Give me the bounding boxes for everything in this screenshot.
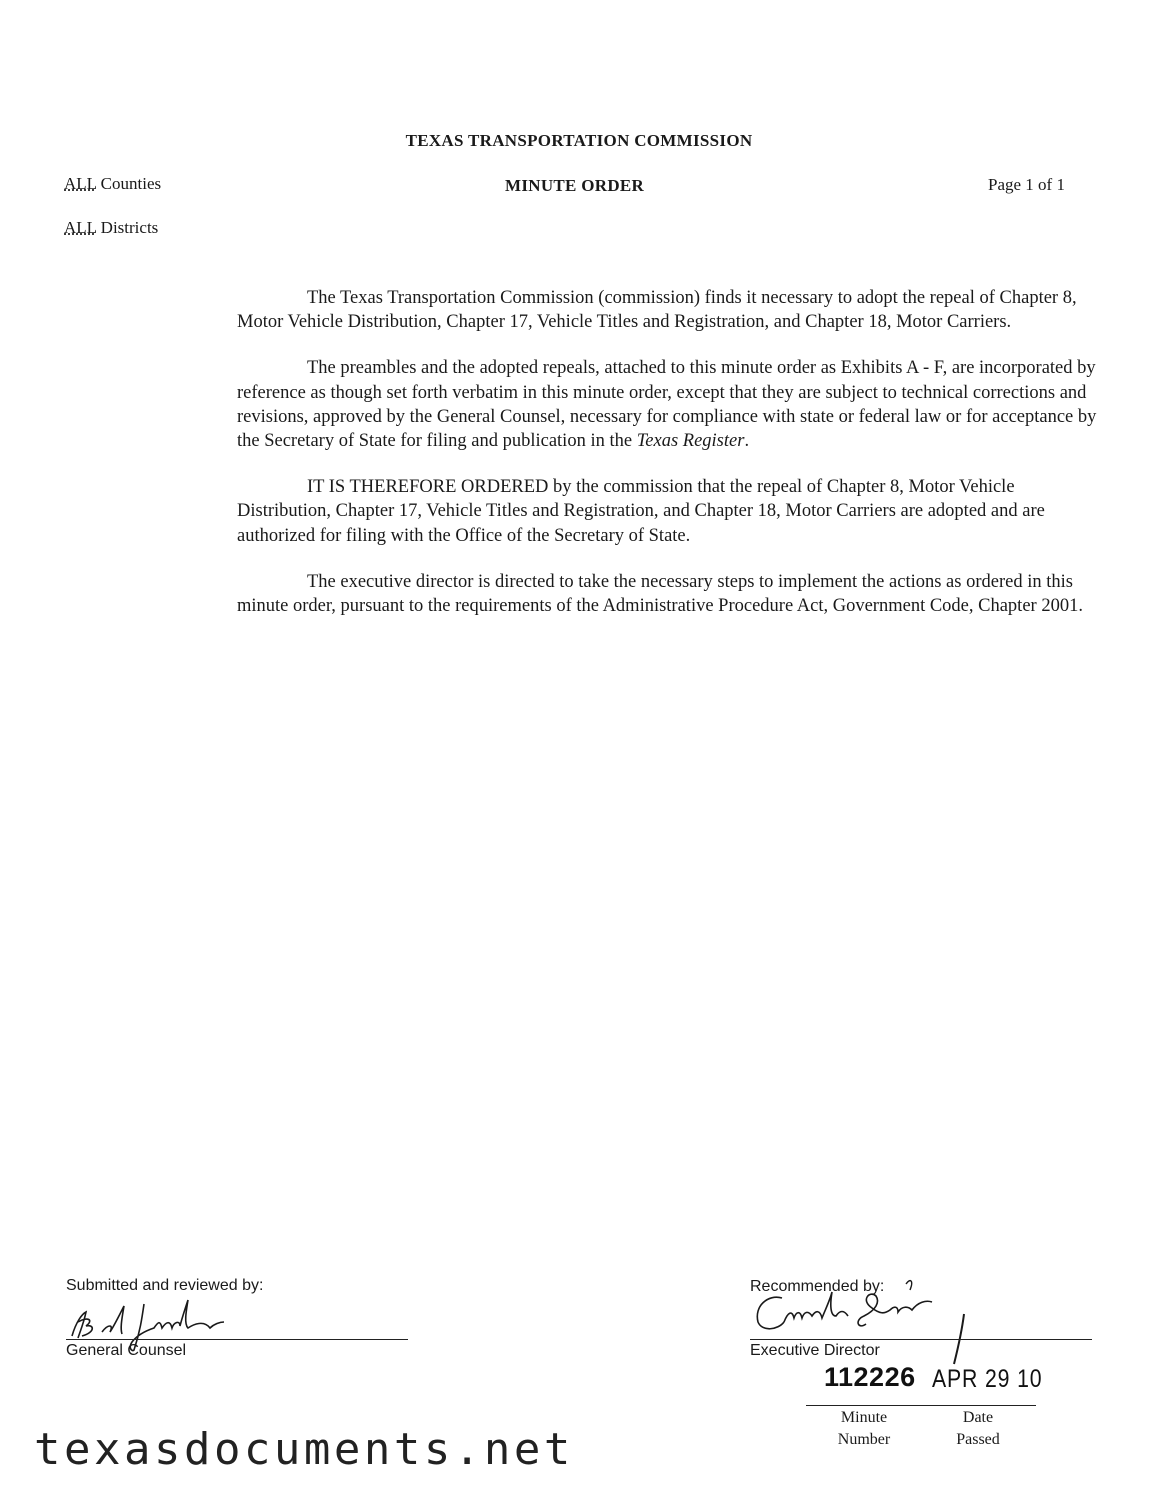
commission-title: TEXAS TRANSPORTATION COMMISSION xyxy=(405,131,753,150)
site-watermark: texasdocuments.net xyxy=(34,1424,574,1475)
recommended-label: Recommended by: xyxy=(750,1278,885,1295)
date-passed-label: Date Passed xyxy=(956,1409,1000,1448)
order-body xyxy=(237,286,1097,640)
paragraph-1: The Texas Transportation Commission (commission) finds it necessary to adopt the repeal of Chapter 8, Motor Vehicle Distribution, Chapter 17, Vehicle Titles and Registration, and Chapter 18, Motor Carriers. xyxy=(237,288,1077,333)
stamp-underline xyxy=(806,1405,1036,1406)
general-counsel-label: General Counsel xyxy=(66,1342,187,1359)
executive-director-label: Executive Director xyxy=(750,1342,880,1359)
minute-number-value: 112226 xyxy=(824,1362,916,1392)
general-counsel-signature-line xyxy=(66,1339,408,1340)
page-number: Page 1 of 1 xyxy=(988,175,1065,194)
date-passed-value: APR 29 10 xyxy=(932,1365,1043,1393)
paragraph-2: The preambles and the adopted repeals, attached to this minute order as Exhibits A - F, are incorporated by reference as though set forth verbatim in this minute order, except that they are subject to technical corrections and revisions, approved by the General Counsel, necessary for compliance with state or federal law or for acceptance by the Secretary of State for filing and publication in the Texas Register. xyxy=(237,358,1097,452)
submitted-label: Submitted and reviewed by: xyxy=(66,1277,264,1294)
districts-label: ALL Districts xyxy=(64,218,159,237)
executive-director-signature-line xyxy=(750,1339,1092,1340)
paragraph-4: The executive director is directed to take the necessary steps to implement the actions as ordered in this minute order, pursuant to the requirements of the Administrative Procedure Act, Government Code, Chapter 2001. xyxy=(237,571,1083,617)
paragraph-3: IT IS THEREFORE ORDERED by the commission that the repeal of Chapter 8, Motor Vehicle Distribution, Chapter 17, Vehicle Titles and Registration, and Chapter 18, Motor Carriers are adopted and are authorized for filing with the Office of the Secretary of State. xyxy=(237,477,1045,546)
counties-label: ALL Counties xyxy=(64,174,162,193)
document-type: MINUTE ORDER xyxy=(505,176,645,195)
minute-number-label: Minute Number xyxy=(837,1409,891,1448)
